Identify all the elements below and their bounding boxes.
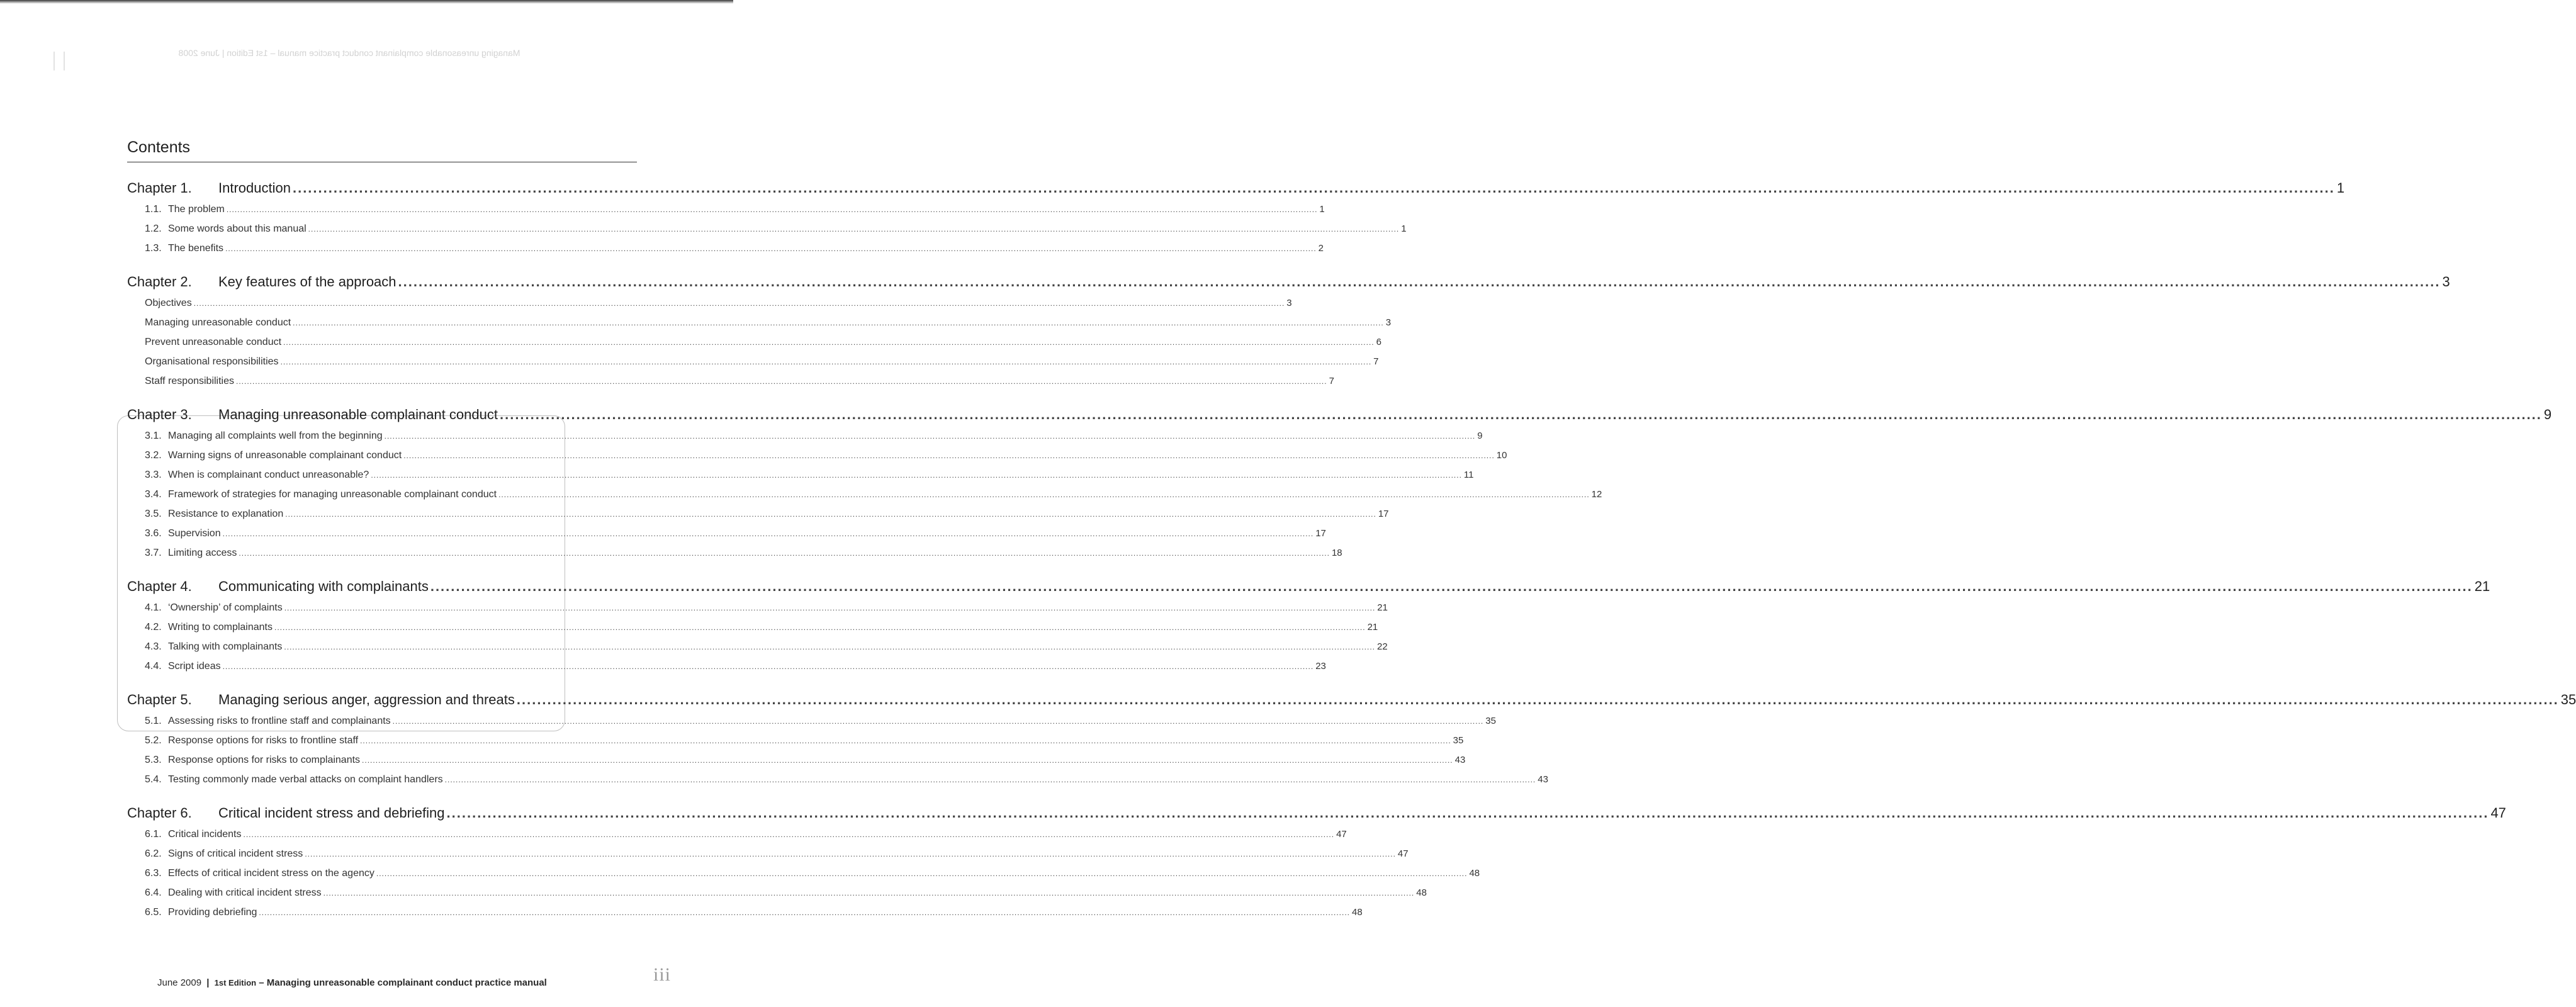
section-entry[interactable] bbox=[127, 661, 1326, 680]
dot-leader: ................................................................................................................................................................................................................................................................................................................................................................................................................ bbox=[292, 180, 2335, 196]
dot-leader: ................................................................................................................................................................................................................................................................................................................................................................................................................ bbox=[222, 662, 1314, 671]
dot-leader: ................................................................................................................................................................................................................................................................................................................................................................................................................ bbox=[280, 357, 1372, 366]
section-title: Writing to complainants bbox=[168, 622, 273, 633]
chapter-label: Chapter 1. bbox=[127, 180, 192, 196]
section-title: Limiting access bbox=[168, 548, 237, 558]
section-title: Testing commonly made verbal attacks on complaint handlers bbox=[168, 774, 443, 785]
section-title: Objectives bbox=[145, 298, 192, 308]
section-title: Staff responsibilities bbox=[145, 376, 234, 386]
section-page-number: 6 bbox=[1376, 337, 1381, 347]
section-entry[interactable] bbox=[127, 774, 1548, 794]
chapter-page-number: 35 bbox=[2560, 692, 2576, 707]
section-entry[interactable] bbox=[127, 755, 1466, 774]
dot-leader: ................................................................................................................................................................................................................................................................................................................................................................................................................ bbox=[430, 578, 2473, 594]
section-number: 5.4. bbox=[145, 774, 162, 785]
dot-leader: ................................................................................................................................................................................................................................................................................................................................................................................................................ bbox=[222, 529, 1314, 538]
section-number: 5.1. bbox=[145, 716, 162, 726]
toc-chapter bbox=[127, 407, 2552, 567]
section-number: 5.2. bbox=[145, 735, 162, 746]
section-title: Assessing risks to frontline staff and complainants bbox=[168, 716, 391, 726]
section-page-number: 48 bbox=[1416, 887, 1427, 898]
section-number: 6.5. bbox=[145, 907, 162, 918]
section-entry[interactable] bbox=[127, 356, 1379, 376]
section-title: Signs of critical incident stress bbox=[168, 848, 303, 859]
section-entry[interactable] bbox=[127, 829, 1347, 848]
dot-leader: ................................................................................................................................................................................................................................................................................................................................................................................................................ bbox=[285, 510, 1376, 519]
section-title: The problem bbox=[168, 204, 225, 215]
section-number: 3.3. bbox=[145, 470, 162, 480]
section-entry[interactable] bbox=[127, 907, 1363, 926]
chapter-entry[interactable] bbox=[127, 692, 2576, 716]
dot-leader: ................................................................................................................................................................................................................................................................................................................................................................................................................ bbox=[239, 549, 1330, 558]
section-entry[interactable] bbox=[127, 337, 1381, 356]
section-title: Providing debriefing bbox=[168, 907, 257, 918]
dot-leader: ................................................................................................................................................................................................................................................................................................................................................................................................................ bbox=[293, 318, 1384, 327]
section-entry[interactable] bbox=[127, 716, 1496, 735]
dot-leader: ................................................................................................................................................................................................................................................................................................................................................................................................................ bbox=[403, 451, 1495, 460]
section-entry[interactable] bbox=[127, 298, 1292, 317]
footer-manual-title: Managing unreasonable complainant conduct practice manual bbox=[266, 977, 547, 988]
toc-chapter bbox=[127, 692, 2576, 794]
toc-chapter bbox=[127, 805, 2506, 926]
chapter-title: Introduction bbox=[218, 180, 291, 196]
chapter-title: Managing serious anger, aggression and threats bbox=[218, 692, 515, 707]
dot-leader: ................................................................................................................................................................................................................................................................................................................................................................................................................ bbox=[274, 623, 1366, 632]
chapter-label: Chapter 3. bbox=[127, 407, 192, 422]
section-title: Managing unreasonable conduct bbox=[145, 317, 291, 328]
section-page-number: 43 bbox=[1538, 774, 1548, 785]
section-page-number: 3 bbox=[1286, 298, 1292, 308]
dot-leader: ................................................................................................................................................................................................................................................................................................................................................................................................................ bbox=[398, 274, 2441, 290]
section-title: Supervision bbox=[168, 528, 221, 539]
section-page-number: 35 bbox=[1453, 735, 1464, 746]
chapter-label: Chapter 6. bbox=[127, 805, 192, 821]
section-entry[interactable] bbox=[127, 430, 1483, 450]
chapter-entry[interactable] bbox=[127, 805, 2506, 829]
section-page-number: 35 bbox=[1485, 716, 1496, 726]
page-number: iii bbox=[653, 964, 672, 985]
section-page-number: 43 bbox=[1454, 755, 1466, 765]
dot-leader: ................................................................................................................................................................................................................................................................................................................................................................................................................ bbox=[259, 908, 1351, 917]
section-entry[interactable] bbox=[127, 470, 1474, 489]
section-page-number: 12 bbox=[1591, 489, 1602, 500]
section-page-number: 3 bbox=[1385, 317, 1392, 328]
page-top-edge bbox=[0, 0, 733, 4]
section-page-number: 48 bbox=[1469, 868, 1480, 879]
chapter-page-number: 47 bbox=[2490, 805, 2506, 821]
section-number: 1.2. bbox=[145, 223, 162, 234]
section-page-number: 48 bbox=[1352, 907, 1363, 918]
bleed-through-header: Managing unreasonable complainant conduct practice manual – 1st Edition | June 2008 bbox=[178, 48, 520, 58]
section-page-number: 1 bbox=[1401, 223, 1407, 234]
dot-leader: ................................................................................................................................................................................................................................................................................................................................................................................................................ bbox=[499, 407, 2542, 422]
section-page-number: 17 bbox=[1378, 509, 1389, 519]
section-page-number: 11 bbox=[1463, 470, 1474, 480]
section-page-number: 10 bbox=[1496, 450, 1507, 461]
section-entry[interactable] bbox=[127, 528, 1326, 548]
section-page-number: 23 bbox=[1315, 661, 1326, 672]
dot-leader: ................................................................................................................................................................................................................................................................................................................................................................................................................ bbox=[392, 717, 1484, 726]
chapter-entry[interactable] bbox=[127, 180, 2345, 204]
section-entry[interactable] bbox=[127, 223, 1407, 243]
chapter-title: Critical incident stress and debriefing bbox=[218, 805, 445, 821]
chapter-entry[interactable] bbox=[127, 274, 2450, 298]
chapter-label: Chapter 5. bbox=[127, 692, 192, 707]
section-number: 4.2. bbox=[145, 622, 162, 633]
chapter-label: Chapter 4. bbox=[127, 578, 192, 594]
section-title: Managing all complaints well from the beginning bbox=[168, 430, 383, 441]
chapter-title: Managing unreasonable complainant conduct bbox=[218, 407, 498, 422]
dot-leader: ................................................................................................................................................................................................................................................................................................................................................................................................................ bbox=[305, 850, 1396, 858]
section-page-number: 7 bbox=[1329, 376, 1334, 386]
footer-edition: 1st Edition bbox=[214, 978, 257, 987]
dot-leader: ................................................................................................................................................................................................................................................................................................................................................................................................................ bbox=[284, 604, 1376, 612]
section-title: Resistance to explanation bbox=[168, 509, 284, 519]
toc-chapter bbox=[127, 578, 2490, 680]
dot-leader: ................................................................................................................................................................................................................................................................................................................................................................................................................ bbox=[516, 692, 2559, 707]
chapter-label: Chapter 2. bbox=[127, 274, 192, 290]
section-page-number: 7 bbox=[1373, 356, 1379, 367]
section-number: 3.4. bbox=[145, 489, 162, 500]
section-entry[interactable] bbox=[127, 509, 1389, 528]
dot-leader: ................................................................................................................................................................................................................................................................................................................................................................................................................ bbox=[376, 869, 1468, 878]
section-number: 4.3. bbox=[145, 641, 162, 652]
section-number: 3.6. bbox=[145, 528, 162, 539]
section-page-number: 17 bbox=[1315, 528, 1326, 539]
dot-leader: ................................................................................................................................................................................................................................................................................................................................................................................................................ bbox=[384, 432, 1476, 441]
section-entry[interactable] bbox=[127, 489, 1602, 509]
page-footer bbox=[157, 977, 623, 988]
section-entry[interactable] bbox=[127, 602, 1388, 622]
section-number: 1.3. bbox=[145, 243, 162, 254]
section-entry[interactable] bbox=[127, 887, 1427, 907]
section-page-number: 47 bbox=[1397, 848, 1409, 859]
dot-leader: ................................................................................................................................................................................................................................................................................................................................................................................................................ bbox=[193, 299, 1285, 308]
section-title: The benefits bbox=[168, 243, 224, 254]
section-page-number: 47 bbox=[1336, 829, 1347, 840]
section-title: When is complainant conduct unreasonable? bbox=[168, 470, 369, 480]
section-number: 6.2. bbox=[145, 848, 162, 859]
dot-leader: ................................................................................................................................................................................................................................................................................................................................................................................................................ bbox=[226, 205, 1318, 214]
toc-chapter bbox=[127, 180, 2345, 262]
section-number: 6.1. bbox=[145, 829, 162, 840]
section-number: 3.7. bbox=[145, 548, 162, 558]
section-title: Response options for risks to frontline staff bbox=[168, 735, 359, 746]
section-title: Warning signs of unreasonable complainant conduct bbox=[168, 450, 402, 461]
toc-chapter bbox=[127, 274, 2450, 395]
section-number: 4.1. bbox=[145, 602, 162, 613]
section-page-number: 21 bbox=[1377, 602, 1388, 613]
section-entry[interactable] bbox=[127, 204, 1325, 223]
section-entry[interactable] bbox=[127, 641, 1388, 661]
dot-leader: ................................................................................................................................................................................................................................................................................................................................................................................................................ bbox=[323, 889, 1415, 897]
section-page-number: 21 bbox=[1367, 622, 1378, 633]
section-page-number: 1 bbox=[1319, 204, 1325, 215]
section-title: Effects of critical incident stress on the agency bbox=[168, 868, 374, 879]
dot-leader: ................................................................................................................................................................................................................................................................................................................................................................................................................ bbox=[283, 338, 1375, 347]
chapter-entry[interactable] bbox=[127, 578, 2490, 602]
section-number: 6.4. bbox=[145, 887, 162, 898]
section-number: 5.3. bbox=[145, 755, 162, 765]
dot-leader: ................................................................................................................................................................................................................................................................................................................................................................................................................ bbox=[236, 377, 1327, 386]
chapter-page-number: 21 bbox=[2474, 578, 2490, 594]
dot-leader: ................................................................................................................................................................................................................................................................................................................................................................................................................ bbox=[360, 736, 1451, 745]
section-page-number: 9 bbox=[1477, 430, 1483, 441]
chapter-page-number: 9 bbox=[2543, 407, 2552, 422]
section-title: Some words about this manual bbox=[168, 223, 307, 234]
section-number: 1.1. bbox=[145, 204, 162, 215]
section-title: Prevent unreasonable conduct bbox=[145, 337, 282, 347]
section-entry[interactable] bbox=[127, 735, 1464, 755]
section-number: 3.2. bbox=[145, 450, 162, 461]
dot-leader: ................................................................................................................................................................................................................................................................................................................................................................................................................ bbox=[284, 643, 1376, 651]
section-title: Script ideas bbox=[168, 661, 221, 672]
chapter-title: Communicating with complainants bbox=[218, 578, 429, 594]
section-entry[interactable] bbox=[127, 548, 1342, 567]
section-entry[interactable] bbox=[127, 848, 1409, 868]
dot-leader: ................................................................................................................................................................................................................................................................................................................................................................................................................ bbox=[444, 775, 1536, 784]
section-entry[interactable] bbox=[127, 317, 1392, 337]
page-title: Contents bbox=[127, 138, 637, 162]
section-title: Response options for risks to complainants bbox=[168, 755, 361, 765]
chapter-entry[interactable] bbox=[127, 407, 2552, 430]
footer-date: June 2009 bbox=[157, 977, 202, 988]
section-entry[interactable] bbox=[127, 243, 1324, 262]
dot-leader: ................................................................................................................................................................................................................................................................................................................................................................................................................ bbox=[498, 490, 1590, 499]
section-entry[interactable] bbox=[127, 376, 1334, 395]
section-entry[interactable] bbox=[127, 450, 1507, 470]
bleed-through-mark bbox=[53, 52, 65, 70]
section-title: ‘Ownership’ of complaints bbox=[168, 602, 283, 613]
dot-leader: ................................................................................................................................................................................................................................................................................................................................................................................................................ bbox=[446, 805, 2489, 821]
section-number: 3.5. bbox=[145, 509, 162, 519]
section-page-number: 18 bbox=[1331, 548, 1342, 558]
dot-leader: ................................................................................................................................................................................................................................................................................................................................................................................................................ bbox=[243, 830, 1335, 839]
section-title: Organisational responsibilities bbox=[145, 356, 279, 367]
section-number: 6.3. bbox=[145, 868, 162, 879]
dot-leader: ................................................................................................................................................................................................................................................................................................................................................................................................................ bbox=[308, 225, 1400, 233]
section-title: Framework of strategies for managing unreasonable complainant conduct bbox=[168, 489, 497, 500]
chapter-page-number: 1 bbox=[2336, 180, 2345, 196]
chapter-title: Key features of the approach bbox=[218, 274, 397, 290]
section-number: 4.4. bbox=[145, 661, 162, 672]
section-title: Dealing with critical incident stress bbox=[168, 887, 322, 898]
section-page-number: 2 bbox=[1318, 243, 1324, 254]
table-of-contents bbox=[127, 180, 2576, 938]
section-page-number: 22 bbox=[1377, 641, 1388, 652]
chapter-page-number: 3 bbox=[2442, 274, 2450, 290]
dot-leader: ................................................................................................................................................................................................................................................................................................................................................................................................................ bbox=[225, 244, 1317, 253]
section-title: Critical incidents bbox=[168, 829, 242, 840]
section-entry[interactable] bbox=[127, 868, 1480, 887]
section-entry[interactable] bbox=[127, 622, 1378, 641]
footer-separator: | bbox=[206, 977, 210, 988]
footer-dash: – bbox=[259, 977, 264, 988]
dot-leader: ................................................................................................................................................................................................................................................................................................................................................................................................................ bbox=[362, 756, 1453, 765]
dot-leader: ................................................................................................................................................................................................................................................................................................................................................................................................................ bbox=[371, 471, 1462, 480]
section-number: 3.1. bbox=[145, 430, 162, 441]
section-title: Talking with complainants bbox=[168, 641, 283, 652]
